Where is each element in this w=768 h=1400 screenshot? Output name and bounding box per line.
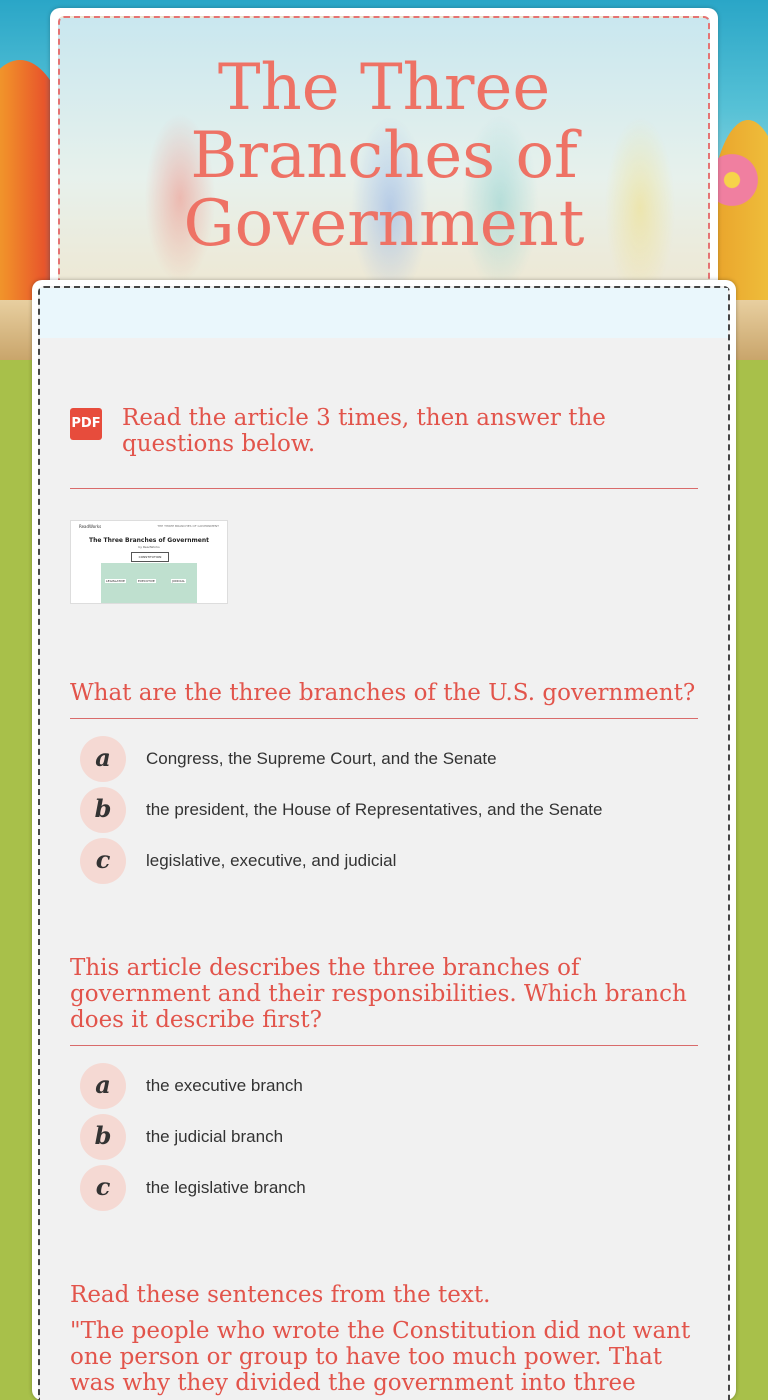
read-sentences-quote: "The people who wrote the Constitution did not want one person or group to have too much power. That was why they divided the government into three [70,1318,691,1396]
thumbnail-label-executive: EXECUTIVE [138,579,155,583]
thumbnail-label-judicial: JUDICIAL [172,579,185,583]
question-2-text: This article describes the three branches of government and their responsibilities. Which branch does it describe first? [70,955,687,1033]
option-letter-bubble: c [80,838,126,884]
option-letter-bubble: b [80,1114,126,1160]
option-text: the executive branch [146,1076,303,1095]
option-letter-bubble: a [80,736,126,782]
option-letter-bubble: b [80,787,126,833]
title-card [50,8,718,308]
thumbnail-title: The Three Branches of Government [88,537,210,544]
title-card-inner [58,16,710,308]
thumbnail-subtitle: by ReadWorks [138,545,160,549]
option-letter-bubble: a [80,1063,126,1109]
option-letter-bubble: c [80,1165,126,1211]
thumbnail-constitution-box: CONSTITUTION [131,552,169,562]
question-1-text: What are the three branches of the U.S. government? [70,680,696,706]
question-1 [70,680,698,719]
instructions-row [70,405,698,489]
page-title: The Three Branches of Government [183,51,585,261]
option-text: the legislative branch [146,1178,306,1197]
question-2 [70,955,698,1046]
worksheet-content [32,280,736,1400]
instructions-text: Read the article 3 times, then answer the questions below. [122,405,606,457]
option-text: legislative, executive, and judicial [146,851,397,870]
content-header-strip [40,288,728,338]
pdf-icon[interactable]: PDF [70,408,102,440]
option-text: the judicial branch [146,1127,284,1146]
thumbnail-label-legislative: LEGISLATIVE [106,579,125,583]
option-text: Congress, the Supreme Court, and the Senate [146,749,497,768]
thumbnail-logo: ReadWorks [79,524,102,529]
thumbnail-header: THE THREE BRANCHES OF GOVERNMENT [157,524,219,528]
read-sentences-section [70,1282,698,1396]
worksheet-content-inner [38,286,730,1400]
article-thumbnail[interactable] [70,520,228,604]
question-2-options [70,1063,698,1213]
option-text: the president, the House of Representatives, and the Senate [146,800,603,819]
read-sentences-heading: Read these sentences from the text. [70,1282,491,1308]
thumbnail-diagram [101,563,197,603]
question-1-options [70,736,698,886]
